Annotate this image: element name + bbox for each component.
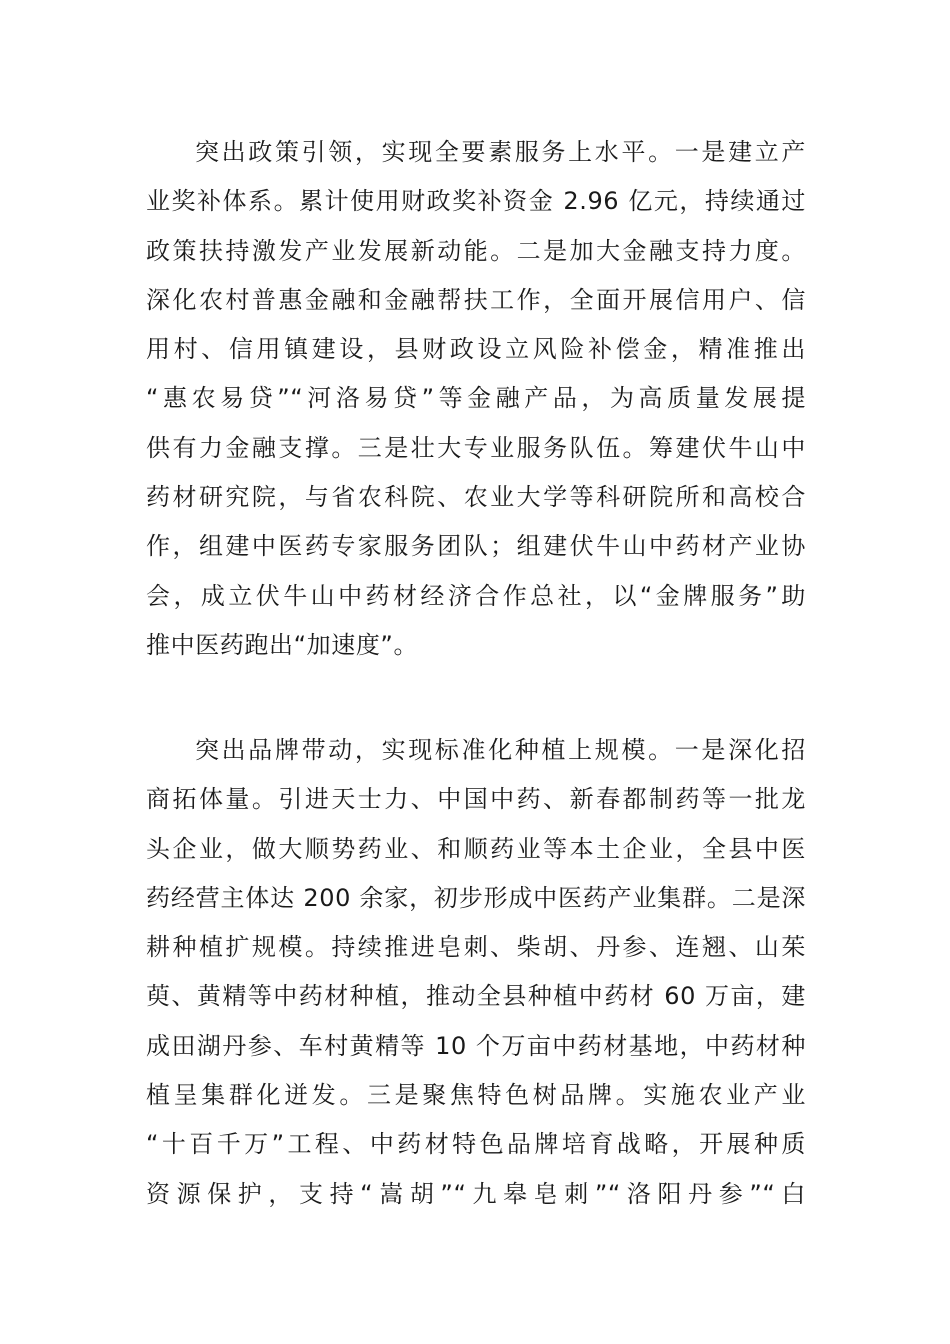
text-line: 萸、黄精等中药材种植，推动全县种植中药材 60 万亩，建 (146, 982, 806, 1011)
text-line: 成田湖丹参、车村黄精等 10 个万亩中药材基地，中药材种 (146, 1031, 806, 1060)
text-line: 商拓体量。引进天士力、中国中药、新春都制药等一批龙 (146, 785, 806, 814)
text-line: 突出品牌带动，实现标准化种植上规模。一是深化招 (195, 736, 806, 764)
text-line: 深化农村普惠金融和金融帮扶工作，全面开展信用户、信 (146, 285, 806, 314)
text-line: 头企业，做大顺势药业、和顺药业等本土企业，全县中医 (146, 834, 806, 863)
text-line: 药经营主体达 200 余家，初步形成中医药产业集群。二是深 (146, 883, 806, 912)
text-line: 突出政策引领，实现全要素服务上水平。一是建立产 (195, 138, 806, 166)
text-line: 业奖补体系。累计使用财政奖补资金 2.96 亿元，持续通过 (146, 187, 806, 216)
text-line: 推中医药跑出“加速度”。 (146, 630, 419, 659)
text-line: “十百千万”工程、中药材特色品牌培育战略，开展种质 (146, 1130, 806, 1159)
text-line: 政策扶持激发产业发展新动能。二是加大金融支持力度。 (146, 236, 806, 265)
paragraph-brand-driving (146, 726, 806, 1219)
text-line: 资源保护，支持“嵩胡”“九皋皂刺”“洛阳丹参”“白 (146, 1179, 806, 1208)
text-line: 耕种植扩规模。持续推进皂刺、柴胡、丹参、连翘、山茱 (146, 933, 806, 962)
text-line: 植呈集群化迸发。三是聚焦特色树品牌。实施农业产业 (146, 1081, 806, 1110)
text-line: 供有力金融支撑。三是壮大专业服务队伍。筹建伏牛山中 (146, 433, 806, 462)
text-line: 作，组建中医药专家服务团队；组建伏牛山中药材产业协 (146, 532, 806, 561)
paragraph-policy-guidance (146, 128, 806, 670)
text-line: “惠农易贷”“河洛易贷”等金融产品，为高质量发展提 (146, 384, 806, 413)
text-line: 会，成立伏牛山中药材经济合作总社，以“金牌服务”助 (146, 581, 806, 610)
text-line: 用村、信用镇建设，县财政设立风险补偿金，精准推出 (146, 335, 806, 364)
text-line: 药材研究院，与省农科院、农业大学等科研院所和高校合 (146, 483, 806, 512)
